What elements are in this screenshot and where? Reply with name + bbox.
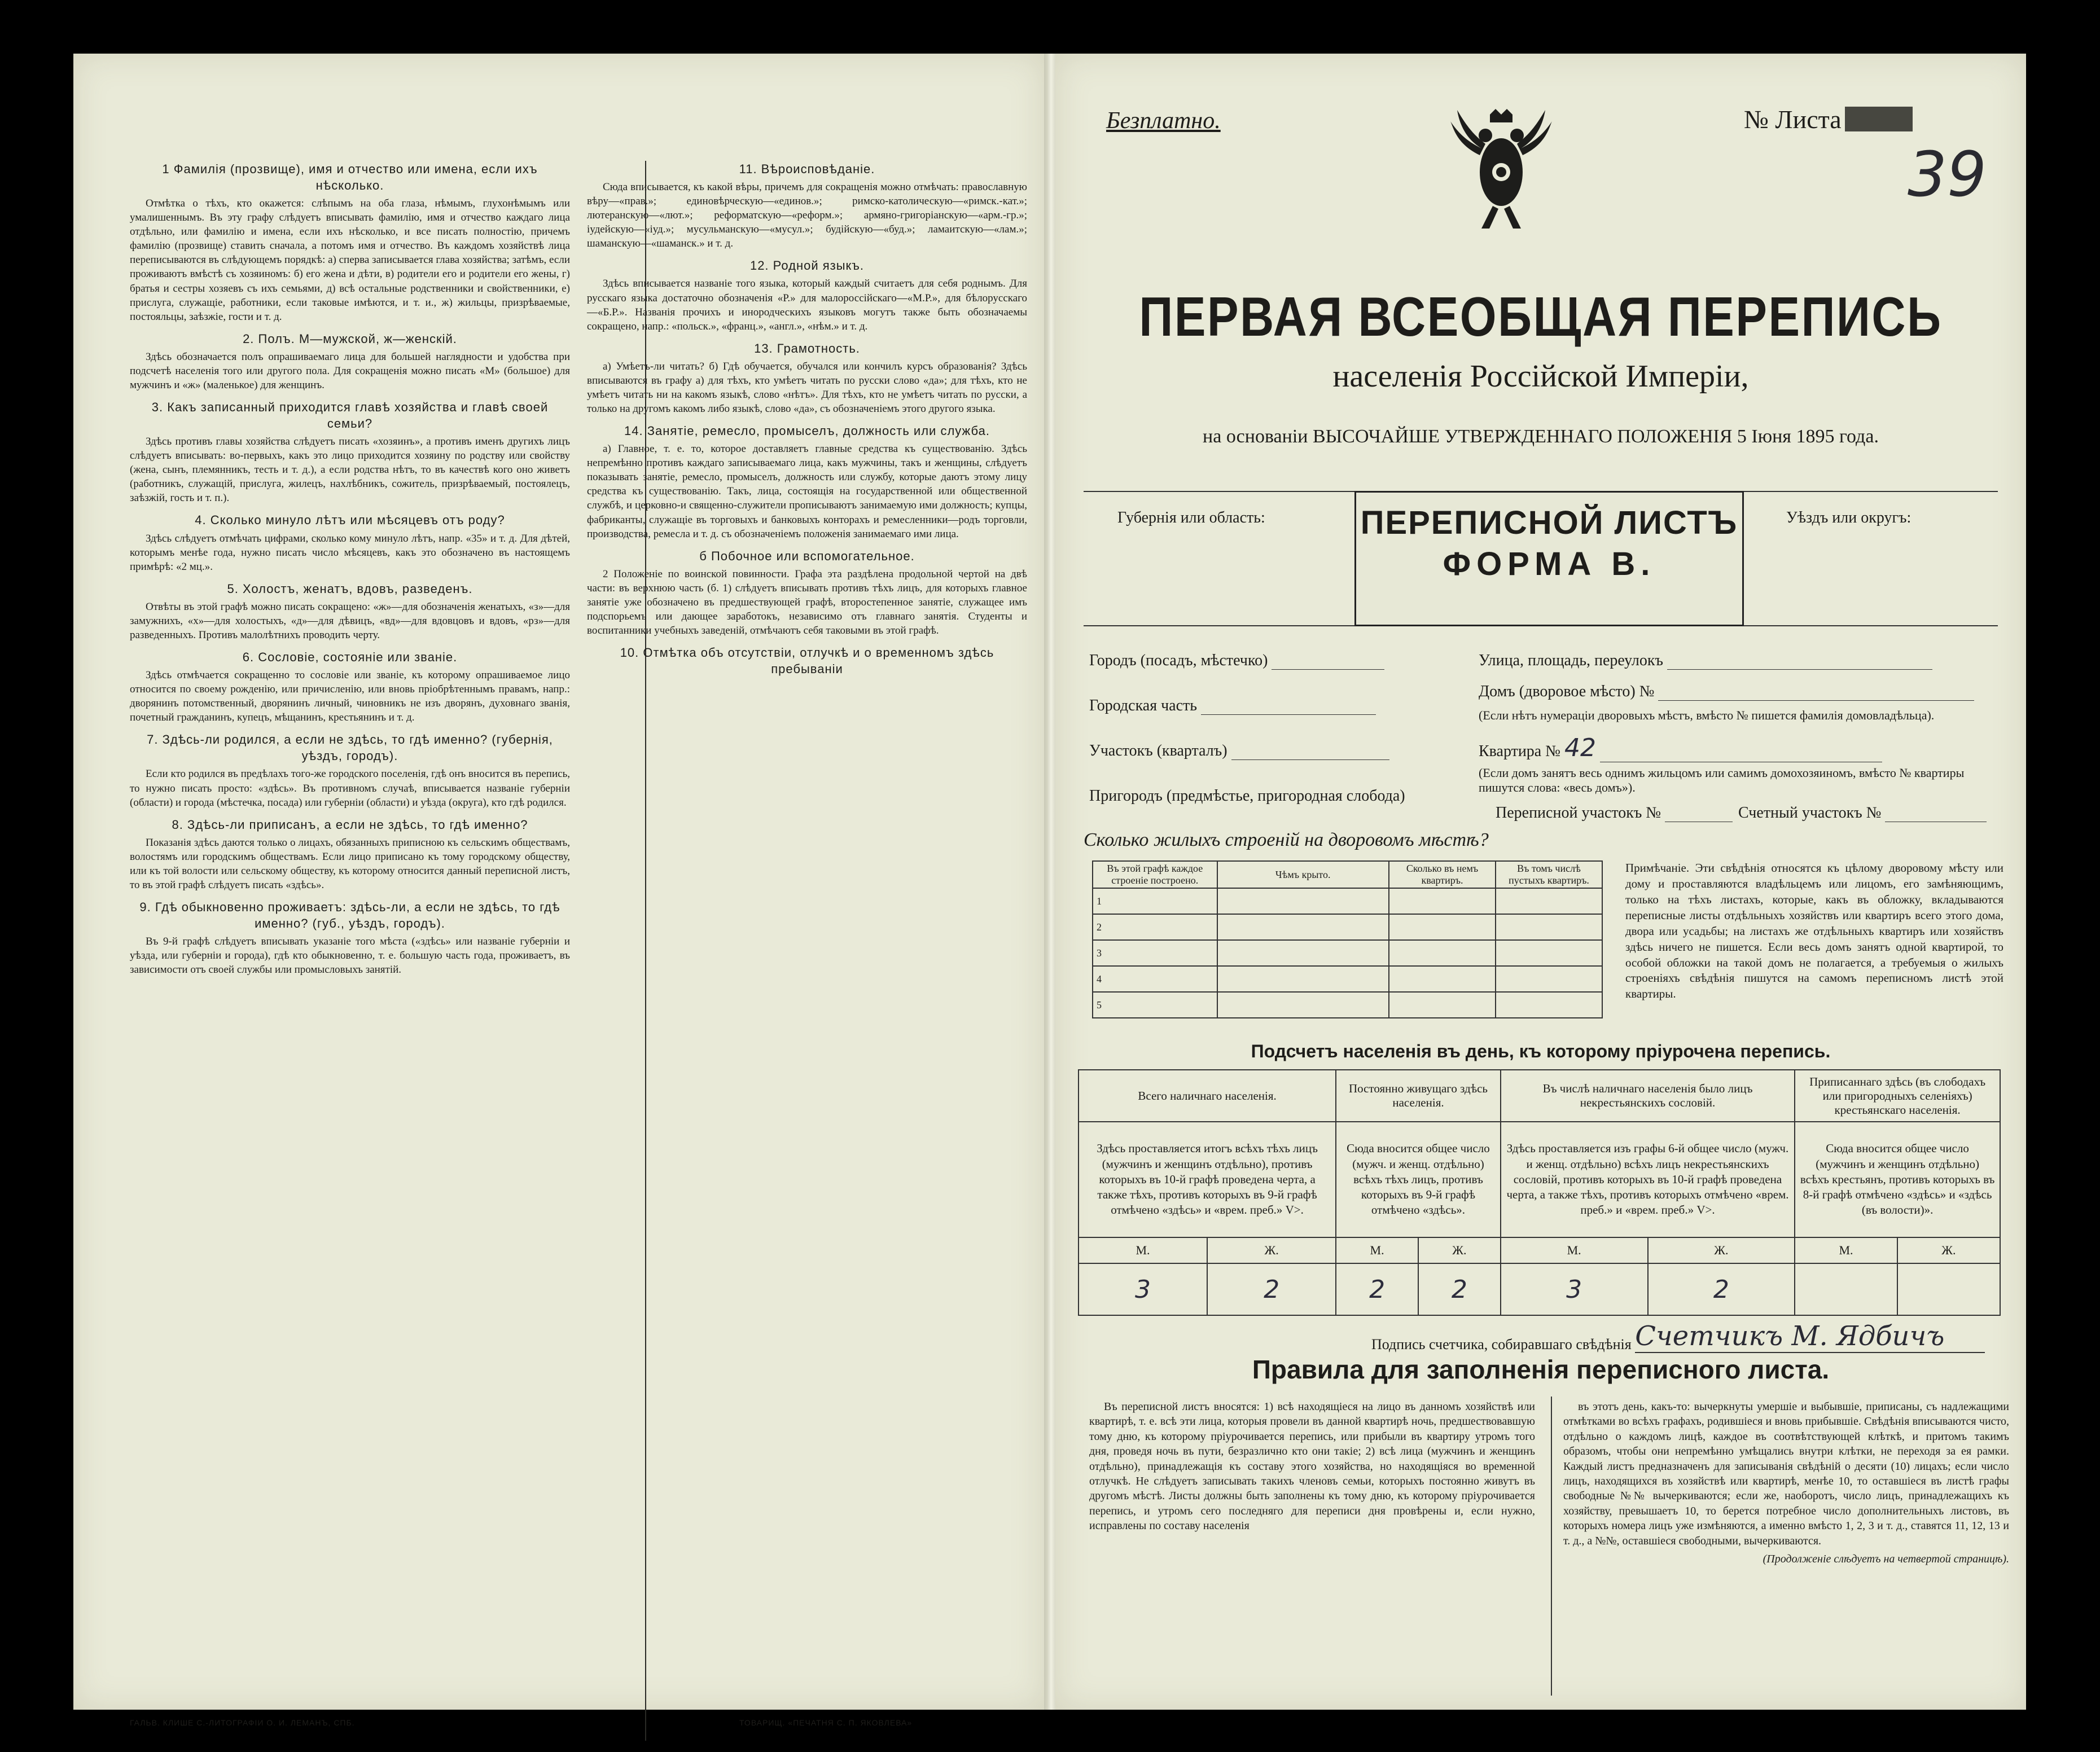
section-2: 2. Полъ. М—мужской, ж—женскій. Здѣсь обозначается полъ опрашиваемаго лица для большей наглядности и удобства при подсчетѣ населенія того или другого пола. Для сокращенія можно писать «М» (большое) для мужчинъ и «ж» (маленькое) для женщинъ. — [130, 331, 570, 391]
rules-column-2: въ этотъ день, какъ-то: вычеркнуты умершіе и выбывшіе, приписаны, съ надлежащими отмѣтками во всѣхъ графахъ, родившіеся и вновь прибывшіе. Свѣдѣнія вписываются чисто, отдѣльно о каждомъ лицѣ, каждое въ соотвѣтствующей клѣткѣ, и притомъ такимъ образомъ, чтобы они непремѣнно умѣщались внутри клѣтки, не переходя за ея рамки. Каждый листъ предназначенъ для записыванія свѣдѣній о десяти (10) лицахъ; если число лицъ, находящихся въ хозяйствѣ или квартирѣ, менѣе 10, то оставшіеся въ листѣ графы свободные №№ вычеркиваются; если же, наоборотъ, число лицъ, принадлежащихъ къ хозяйству, превышаетъ 10, то берется потребное число дополнительныхъ листовъ, въ которыхъ номера лицъ уже измѣняются, а именно вмѣсто 1, 2, 3 и т. д., ставятся 11, 12, 13 и т. д., а №№, оставшіеся свободными, вычеркиваются. (Продолженіе слѣдуетъ на четвертой страницѣ). — [1563, 1399, 2009, 1570]
field-gorodskaya-chast: Городская часть — [1089, 697, 1376, 715]
field-dom: Домъ (дворовое мѣсто) № — [1479, 683, 1974, 701]
section-6: 6. Сословіе, состояніе или званіе. Здѣсь отмѣчается сокращенно то сословіе или званіе, къ которому опрашиваемое лицо относится по своему рожденію, или причисленію, или вновь пріобрѣтеннымъ правамъ, напр.: дворянинъ потомственный, дворянинъ личный, чиновникъ не изъ дворянъ, духовнаго званія, почетный гражданинъ, купецъ, мѣщанинъ, крестьянинъ и т. д. — [130, 650, 570, 724]
enumerator-signature: Подпись счетчика, собиравшаго свѣдѣнія Счетчикъ М. Ядбичъ — [1371, 1320, 1985, 1353]
field-perepisnoy-uchastok: Переписной участокъ № — [1496, 804, 1733, 822]
field-prigorod: Пригородъ (предмѣстье, пригородная слобода) — [1089, 787, 1405, 805]
census-basis: на основаніи ВЫСОЧАЙШЕ УТВЕРЖДЕННАГО ПОЛОЖЕНІЯ 5 Іюня 1895 года. — [1203, 426, 1879, 447]
section-13: 13. Грамотность. а) Умѣетъ-ли читать? б) Гдѣ обучается, обучался или кончилъ курсъ образованія? Здѣсь вписываются въ графу а) для тѣхъ, кто умѣетъ читать по русски слово «да»; для тѣхъ, кто не умѣетъ читать ни на какомъ языкѣ, слово «нѣтъ». Для тѣхъ, кто не умѣетъ читать по русски, а только на другомъ какомъ либо языкѣ, слово «да», съ обозначеніемъ этого другого языка. — [587, 341, 1027, 415]
table-row: 2 — [1093, 914, 1602, 940]
count-values-row: 3 2 2 2 3 2 — [1079, 1263, 2000, 1315]
form-title-box — [1354, 491, 1744, 626]
left-column-1 — [130, 161, 570, 983]
imprint-right: ТОВАРИЩ. «ПЕЧАТНЯ С. П. ЯКОВЛЕВА» — [739, 1718, 913, 1727]
census-title: ПЕРВАЯ ВСЕОБЩАЯ ПЕРЕПИСЬ — [1139, 286, 1943, 348]
form-header-row — [1084, 491, 1998, 626]
field-gorod: Городъ (посадъ, мѣстечко) — [1089, 652, 1384, 670]
section-9: 9. Гдѣ обыкновенно проживаетъ: здѣсь-ли, а если не здѣсь, то гдѣ именно? (губ., уѣздъ, городъ). Въ 9-й графѣ слѣдуетъ вписывать указаніе того мѣста («здѣсь» или названіе губерніи и уѣзда, или губерніи и города), гдѣ кто обыкновенно, т. е. большую часть года, проживаетъ, въ зависимости отъ своей службы или промысловыхъ занятій. — [130, 900, 570, 976]
section-11: 11. Вѣроисповѣданіе. Сюда вписывается, къ какой вѣры, причемъ для сокращенія можно отмѣчать: православную вѣру—«прав.»; единовѣрческую—«единов.»; римско-католическую—«римск.-кат.»; лютеранскую—«лют.»; реформатскую—«реформ.»; армяно-григоріанскую—«арм.-гр.»; іудейскую—«іуд.»; мусульманскую—«мусул.»; будійскую—«буд.»; ламаитскую—«лам.»; шаманскую—«шаманск.» и т. д. — [587, 162, 1027, 250]
rules-title: Правила для заполненія переписного листа. — [1252, 1355, 1830, 1384]
rules-column-1: Въ переписной листъ вносятся: 1) всѣ находящіеся на лицо въ данномъ хозяйствѣ или квартирѣ, т. е. всѣ эти лица, которыя провели въ данной квартирѣ ночь, предшествовавшую тому дню, къ которому пріурочивается перепись, или прибыли въ квартиру утромъ того дня, проведя ночь въ пути, безразлично кто они такіе; 2) всѣ лица (мужчинъ и женщинъ отдѣльно), принадлежащія къ составу этого хозяйства, но находящіяся во временной отлучкѣ. Не слѣдуетъ записывать такихъ членовъ семьи, которыхъ постоянно живутъ въ другомъ мѣстѣ. Листы должны быть заполнены къ тому дню, къ которому пріурочивается перепись, и утромъ сего последняго для переписи дня провѣрены и, если нужно, исправлены по составу населенія — [1089, 1400, 1535, 1533]
field-schetny-uchastok: Счетный участокъ № — [1738, 804, 1987, 822]
uezd-label: Уѣздъ или округъ: — [1786, 509, 1912, 526]
field-dom-note: (Если нѣтъ нумераціи дворовыхъ мѣстъ, вмѣсто № пишется фамилія домовладѣльца). — [1479, 708, 1935, 722]
rules-continued: (Продолженіе слѣдуетъ на четвертой страницѣ). — [1763, 1552, 2009, 1565]
table-row: 5 — [1093, 992, 1602, 1018]
count-title: Подсчетъ населенія въ день, къ которому пріурочена перепись. — [1251, 1041, 1831, 1061]
form-title-line-2: ФОРМА В. — [1443, 546, 1656, 582]
kvartira-value: 42 — [1564, 734, 1596, 762]
structures-table: Въ этой графѣ каждое строеніе построено. Чѣмъ крыто. Сколько въ немъ квартиръ. Въ томъ числѣ пустыхъ квартиръ. 1 2 3 4 5 — [1092, 860, 1603, 1018]
free-label: Безплатно. — [1106, 108, 1221, 134]
section-14: 14. Занятіе, ремесло, промыселъ, должность или служба. а) Главное, т. е. то, которое доставляетъ главные средства къ существованію. Здѣсь непремѣнно противъ каждаго записываемаго лица, какъ мужчины, такъ и женщины, слѣдуетъ показывать занятіе, ремесло, промыселъ, должность или службу, которые даютъ этому лицу средства къ существованію. Такъ, лица, состоящія на государственной или общественной службѣ, и церковно-и священно-служители прописываютъ занимаемую ими должность; купцы, фабриканты, служащіе въ торговыхъ и банковыхъ конторахъ и ремесленники—родъ торговли, производства, ремесла и т. д. съ обозначеніемъ положенія занимаемаго ими лица. — [587, 424, 1027, 540]
section-7: 7. Здѣсь-ли родился, а если не здѣсь, то гдѣ именно? (губернія, уѣздъ, городъ). Если кто родился въ предѣлахъ того-же городского поселенія, гдѣ онъ вносится въ перепись, то нужно писать просто: «здѣсь». Въ противномъ случаѣ, вписывается названіе губерніи (области) и города (мѣстечка, посада) или губерніи (области) и уѣзда (округа), кто гдѣ родился. — [130, 732, 570, 809]
field-kvartira-note: (Если домъ занятъ весь однимъ жильцомъ или самимъ домохозяиномъ, вмѣсто № квартиры пишутся слова: «весь домъ»). — [1479, 766, 1965, 794]
left-page — [73, 54, 1044, 1727]
section-4: 4. Сколько минуло лѣтъ или мѣсяцевъ отъ роду? Здѣсь слѣдуетъ отмѣчать цифрами, сколько кому минуло лѣтъ, напр. «35» и т. д. Для дѣтей, которымъ менѣе года, нужно писать число мѣсяцевъ, какъ это обозначено въ настоящемъ примѣрѣ: «2 мц.». — [130, 513, 570, 573]
handwritten-sheet-number: 39 — [1908, 138, 1987, 210]
section-12: 12. Родной языкъ. Здѣсь вписывается названіе того языка, который каждый считаетъ для себя роднымъ. Для русскаго языка достаточно обозначенія «Р.» для малороссійскаго—«М.Р.», для бѣлорусскаго—«Б.Р.». Названія прочихъ и инородческихъ языковъ могутъ также быть обозначаемы сокращено, напр.: «польск.», «франц.», «англ.», «нѣм.» и т. д. — [587, 258, 1027, 332]
table-row: 1 — [1093, 888, 1602, 914]
form-title-line-1: ПЕРЕПИСНОЙ ЛИСТЪ — [1360, 504, 1738, 541]
section-8: 8. Здѣсь-ли приписанъ, а если не здѣсь, то гдѣ именно? Показанія здѣсь даются только о лицахъ, обязанныхъ приписною къ сельскимъ обществамъ, волостямъ или городскимъ обществамъ. Если лицо приписано къ тому городскому обществу, или къ той волости или сельскому обществу, къ которому относится данный переписной листъ, то въ этой графѣ слѣдуетъ писать «здѣсь». — [130, 817, 570, 891]
structures-note: Примѣчаніе. Эти свѣдѣнія относятся къ цѣлому дворовому мѣсту или дому и проставляются владѣльцемъ или лицомъ, его замѣняющимъ, только на тѣхъ листахъ, которые, какъ въ обложку, вкладываются переписные листы отдѣльныхъ хозяйствъ или квартиръ всего этого дома, двора или усадьбы; на листахъ же отдѣльныхъ квартиръ или хозяйствъ здѣсь ничего не пишется. Если весь домъ занятъ одной квартирой, то особой обложки на такой домъ не полагается, а требуемыя о жилыхъ строеніяхъ свѣдѣнія пишутся на самомъ переписномъ листѣ этой квартиры. — [1625, 861, 2003, 1001]
section-14b: б Побочное или вспомогательное. 2 Положеніе по воинской повинности. Графа эта раздѣлена продольной чертой на двѣ части: въ верхнюю часть (б. 1) слѣдуетъ вписывать противъ тѣхъ лицъ, для которыхъ главное занятіе уже обозначено въ предшествующей графѣ, второстепенное занятіе, служащее имъ подспорьемъ или дающее заработокъ, независимо отъ главнаго занятія. Студенты и воспитанники учебныхъ заведеній, отмѣчаютъ себя таковыми въ этой графѣ. — [587, 548, 1027, 637]
guberniya-label: Губернія или область: — [1117, 509, 1265, 526]
left-column-2 — [587, 161, 1027, 684]
section-5: 5. Холостъ, женатъ, вдовъ, разведенъ. Отвѣты въ этой графѣ можно писать сокращено: «ж»—для обозначенія женатыхъ, «з»—для замужнихъ, «х»—для холостыхъ, «д»—для дѣвицъ, «вд»—для вдовцовъ и вдовъ, «рз»—для разведенныхъ. Противъ малолѣтнихъ проводить черту. — [130, 581, 570, 641]
double-headed-eagle-emblem — [1450, 104, 1552, 234]
section-10: 10. Отмѣтка объ отсутствіи, отлучкѣ и о временномъ здѣсь пребываніи — [620, 646, 994, 677]
section-1: 1 Фамилія (прозвище), имя и отчество или имена, если ихъ нѣсколько. Отмѣтка о тѣхъ, кто окажется: слѣпымъ на оба глаза, нѣмымъ, глухонѣмымъ или умалишеннымъ. Въ эту графу слѣдуетъ вписывать фамилію, имя и отчество каждаго лица отдѣльно, или фамилію и имена, если ихъ нѣсколько, и все писать полностію, причемъ фамилію (прозвище) ставить сначала, а потомъ имя и отчество. Въ каждомъ хозяйствѣ лица переписываются въ слѣдующемъ порядкѣ: а) сперва записывается глава хозяйства; затѣмъ, если проживаютъ вмѣстѣ съ хозяиномъ: б) его жена и дѣти, в) родители его и родители его жены, г) братья и сестры хозяевъ съ ихъ семьями, д) всѣ остальные родственники и свойственники, е) прислуга, служащіе, работники, если таковые имѣются, и т. и., ж) жильцы, призрѣваемые, постояльцы, заѣзжіе, гости и т. д. — [130, 162, 570, 323]
rules-divider — [1551, 1397, 1552, 1696]
signature-value: Счетчикъ М. Ядбичъ — [1635, 1320, 1985, 1353]
field-uchastok: Участокъ (кварталъ) — [1089, 742, 1389, 760]
table-row: 3 — [1093, 940, 1602, 966]
sheet-number-box — [1845, 107, 1913, 131]
section-3: 3. Какъ записанный приходится главѣ хозяйства и главѣ своей семьи? Здѣсь противъ главы хозяйства слѣдуетъ писать «хозяинъ», а противъ именъ другихъ лицъ слѣдуетъ вписывать: во-первыхъ, какъ это лицо приходится хозяину по родству или свойству (жена, сынъ, племянникъ, тесть и т. д.), а если родства нѣтъ, то въ качествѣ кого оно живетъ (работникъ, служащій, прислуга, жилецъ, нахлѣбникъ, сожитель, призрѣваемый, постоялецъ, заѣзжій, гость и т. п.). — [130, 400, 570, 504]
census-subtitle: населенія Россійской Имперіи, — [1332, 359, 1749, 394]
field-kvartira: Квартира № 42 — [1479, 734, 1882, 762]
sheet-number: № Листа — [1744, 104, 1913, 134]
table-row: 4 — [1093, 966, 1602, 992]
structures-question: Сколько жилыхъ строеній на дворовомъ мѣстѣ? — [1084, 829, 1489, 850]
right-page — [1055, 54, 2026, 1710]
population-count-table: Всего наличнаго населенія. Постоянно живущаго здѣсь населенія. Въ числѣ наличнаго населенія было лицъ некрестьянскихъ сословій. Приписаннаго здѣсь (въ слободахъ или пригородныхъ селеніяхъ) крестьянскаго населенія. Здѣсь проставляется итогъ всѣхъ тѣхъ лицъ (мужчинъ и женщинъ отдѣльно), противъ которыхъ въ 10-й графѣ проведена черта, а также тѣхъ, противъ которыхъ въ 9-й графѣ отмѣчено «здѣсь» и «врем. преб.» V>. Сюда вносится общее число (мужч. и женщ. отдѣльно) всѣхъ тѣхъ лицъ, противъ которыхъ въ 9-й графѣ отмѣчено «здѣсь». Здѣсь проставляется изъ графы 6-й общее число (мужч. и женщ. отдѣльно) всѣхъ лицъ некрестьянскихъ сословій, противъ которыхъ въ 10-й графѣ проведена черта, а также тѣхъ, противъ которыхъ отмѣчено «врем. преб.» и «врем. преб.» V>. Сюда вносится общее число (мужчинъ и женщинъ отдѣльно) всѣхъ крестьянъ, противъ которыхъ въ 8-й графѣ отмѣчено «здѣсь» и «здѣсь (въ волости)». М. Ж. М. Ж. М. Ж. М. Ж. 3 2 2 2 3 2 — [1078, 1069, 2001, 1316]
field-ulitsa: Улица, площадь, переулокъ — [1479, 652, 1932, 670]
imprint-left: ГАЛЬВ. КЛИШЕ С.-ЛИТОГРАФІИ О. И. ЛЕМАНЪ, СПБ. — [130, 1718, 355, 1727]
